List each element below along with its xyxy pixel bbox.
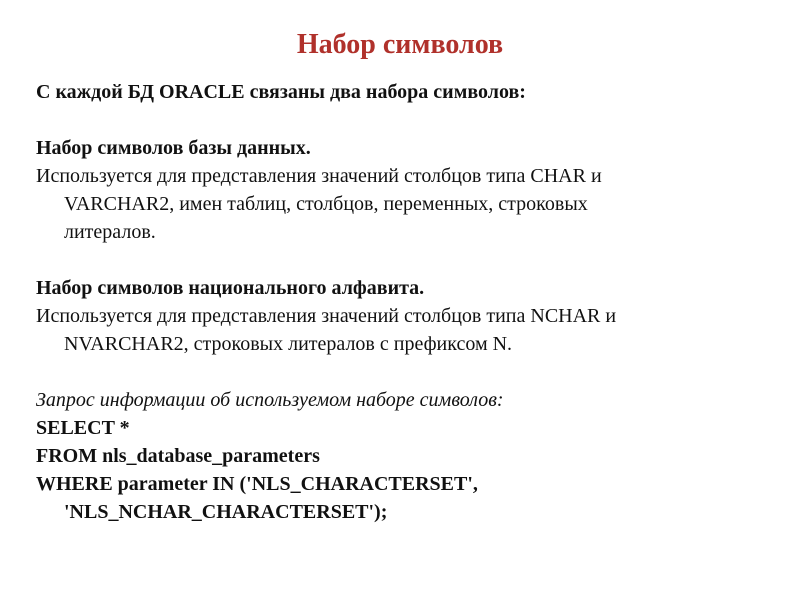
slide-content — [36, 78, 766, 526]
national-charset-line: Используется для представления значений столбцов типа NCHAR и — [36, 305, 617, 327]
db-charset-description — [36, 162, 766, 246]
national-charset-description — [36, 302, 766, 358]
national-charset-line: NVARCHAR2, строковых литералов с префиксом N. — [64, 333, 513, 355]
national-charset-heading: Набор символов национального алфавита. — [36, 277, 425, 299]
db-charset-line: Используется для представления значений столбцов типа CHAR и — [36, 165, 602, 187]
spacer — [36, 246, 766, 274]
slide-title: Набор символов — [296, 29, 504, 60]
spacer — [36, 106, 766, 134]
db-charset-line: литералов. — [64, 221, 156, 243]
spacer — [36, 358, 766, 386]
query-caption: Запрос информации об используемом наборе символов: — [36, 389, 504, 411]
db-charset-line: VARCHAR2, имен таблиц, столбцов, переменных, строковых — [64, 193, 588, 215]
db-charset-heading: Набор символов базы данных. — [36, 137, 311, 159]
intro-text: С каждой БД ORACLE связаны два набора символов: — [36, 81, 526, 103]
sql-line: SELECT * — [36, 417, 130, 439]
sql-line: FROM nls_database_parameters — [36, 445, 320, 467]
sql-line: WHERE parameter IN ('NLS_CHARACTERSET', — [36, 473, 478, 495]
sql-line: 'NLS_NCHAR_CHARACTERSET'); — [64, 501, 388, 523]
